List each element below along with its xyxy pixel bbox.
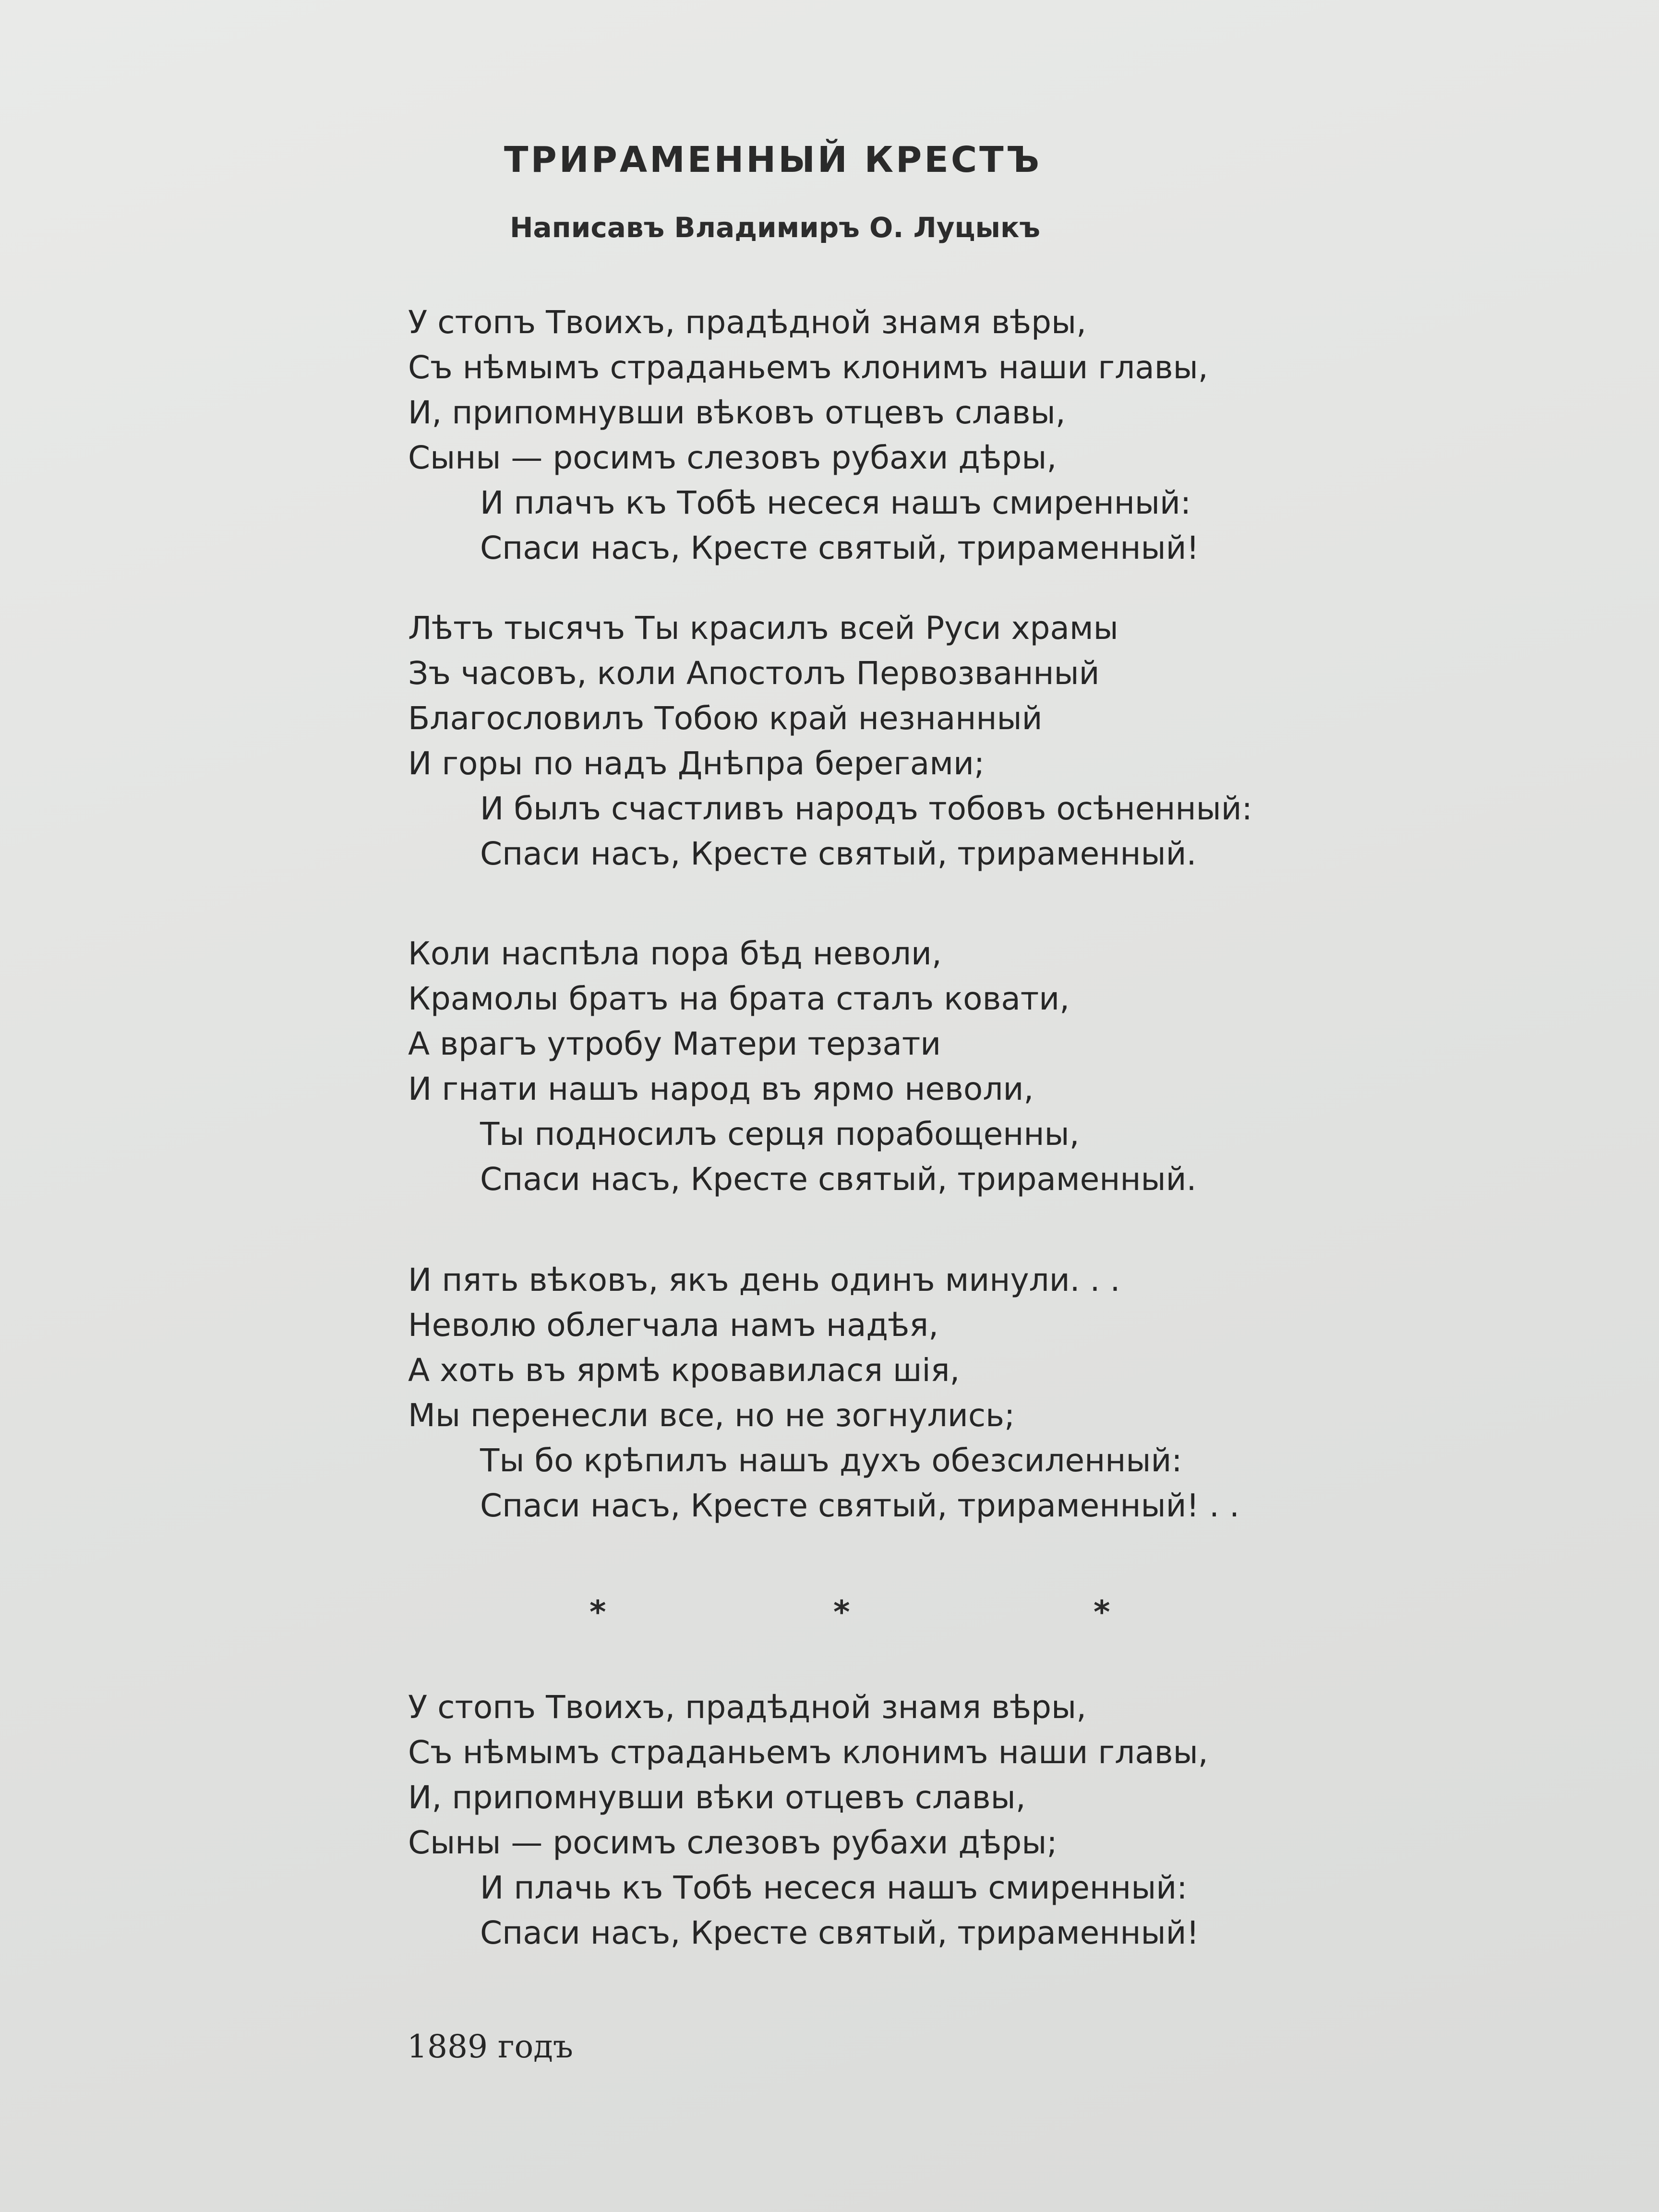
- poem-author: Написавъ Владимиръ О. Луцыкъ: [510, 211, 1040, 244]
- verse-line: И плачъ къ Тобѣ несеся нашъ смиренный:: [480, 484, 1191, 521]
- verse-line: Сыны — росимъ слезовъ рубахи дѣры;: [408, 1824, 1058, 1861]
- verse-line: Съ нѣмымъ страданьемъ клонимъ наши главы,: [408, 349, 1208, 386]
- verse-line: И пять вѣковъ, якъ день одинъ минули. . .: [408, 1262, 1120, 1298]
- verse-line: Крамолы братъ на брата сталъ ковати,: [408, 980, 1070, 1017]
- verse-line: А врагъ утробу Матери терзати: [408, 1025, 941, 1062]
- verse-line: Неволю облегчала намъ надѣя,: [408, 1307, 939, 1344]
- verse-line: И, припомнувши вѣки отцевъ славы,: [408, 1779, 1026, 1816]
- verse-line: Зъ часовъ, коли Апостолъ Первозванный: [408, 655, 1100, 692]
- verse-line: Мы перенесли все, но не зогнулись;: [408, 1397, 1015, 1434]
- poem-title: ТРИРАМЕННЫЙ КРЕСТЪ: [504, 139, 1042, 180]
- verse-line: И плачь къ Тобѣ несеся нашъ смиренный:: [480, 1869, 1188, 1906]
- verse-line: Ты подносилъ серця порабощенны,: [480, 1116, 1080, 1153]
- separator-asterisk: *: [1094, 1594, 1110, 1631]
- refrain-line: Спаси насъ, Кресте святый, трираменный! . .: [480, 1487, 1239, 1524]
- stanza-1: [408, 300, 1208, 571]
- verse-line: Лѣтъ тысячъ Ты красилъ всей Руси храмы: [408, 610, 1118, 647]
- verse-line: Ты бо крѣпилъ нашъ духъ обезсиленный:: [480, 1442, 1182, 1479]
- separator-asterisk: *: [833, 1594, 850, 1631]
- refrain-line: Спаси насъ, Кресте святый, трираменный!: [480, 1914, 1200, 1951]
- verse-line: И, припомнувши вѣковъ отцевъ славы,: [408, 394, 1066, 431]
- stanza-5: [408, 1685, 1208, 1956]
- poem-date: 1889 годъ: [407, 2028, 573, 2065]
- verse-line: И былъ счастливъ народъ тобовъ осѣненный:: [480, 790, 1252, 827]
- refrain-line: Спаси насъ, Кресте святый, трираменный.: [480, 1161, 1197, 1198]
- verse-line: И гнати нашъ народ въ ярмо неволи,: [408, 1070, 1034, 1107]
- refrain-line: Спаси насъ, Кресте святый, трираменный.: [480, 835, 1197, 872]
- verse-line: У стопъ Твоихъ, прадѣдной знамя вѣры,: [408, 1689, 1087, 1726]
- stanza-3: [408, 931, 1197, 1202]
- verse-line: Сыны — росимъ слезовъ рубахи дѣры,: [408, 439, 1057, 476]
- verse-line: И горы по надъ Днѣпра берегами;: [408, 745, 985, 782]
- verse-line: Коли наспѣла пора бѣд неволи,: [408, 935, 942, 972]
- verse-line: А хоть въ ярмѣ кровавилася шія,: [408, 1352, 960, 1389]
- stanza-2: [408, 606, 1252, 877]
- verse-line: У стопъ Твоихъ, прадѣдной знамя вѣры,: [408, 304, 1087, 341]
- verse-line: Съ нѣмымъ страданьемъ клонимъ наши главы,: [408, 1734, 1208, 1771]
- stanza-4: [408, 1258, 1239, 1528]
- refrain-line: Спаси насъ, Кресте святый, трираменный!: [480, 529, 1200, 566]
- separator-asterisk: *: [589, 1594, 606, 1631]
- verse-line: Благословилъ Тобою край незнанный: [408, 700, 1043, 737]
